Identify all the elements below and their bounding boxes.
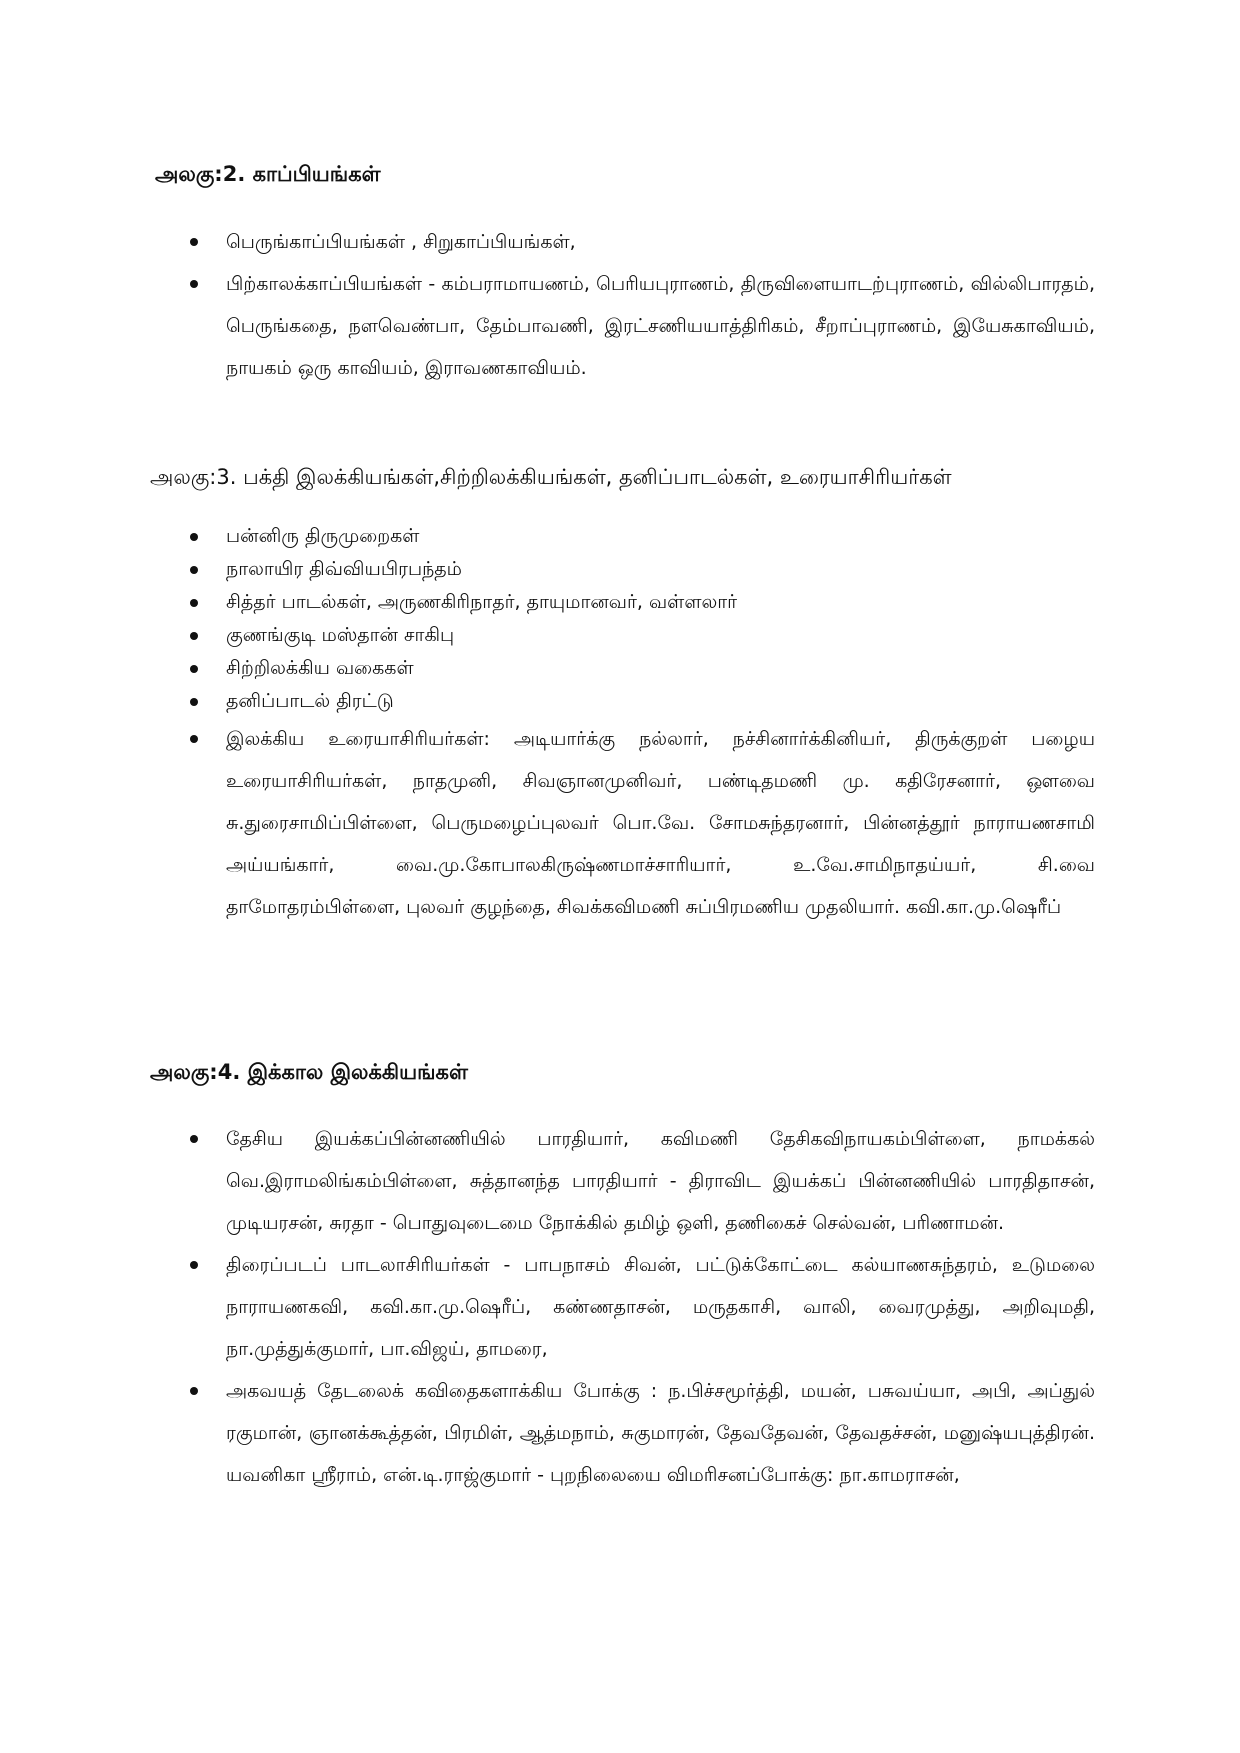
list-item: தனிப்பாடல் திரட்டு [190, 685, 1095, 718]
list-item: பன்னிரு திருமுறைகள் [190, 520, 1095, 553]
unit4-list [190, 1118, 1095, 1496]
list-item: பெருங்காப்பியங்கள் , சிறுகாப்பியங்கள், [190, 221, 1095, 263]
list-item: குணங்குடி மஸ்தான் சாகிபு [190, 619, 1095, 652]
list-item: சிற்றிலக்கிய வகைகள் [190, 652, 1095, 685]
list-item: சித்தர் பாடல்கள், அருணகிரிநாதர், தாயுமானவர், வள்ளலார் [190, 586, 1095, 619]
list-item: அகவயத் தேடலைக் கவிதைகளாக்கிய போக்கு : ந.பிச்சமூர்த்தி, மயன், பசுவய்யா, அபி, அப்துல் ரகுமான், ஞானக்கூத்தன், பிரமிள், ஆத்மநாம், சுகுமாரன், தேவதேவன், தேவதச்சன், மனுஷ்யபுத்திரன். யவனிகா ஸ்ரீராம், என்.டி.ராஜ்குமார் - புறநிலையை விமரிசனப்போக்கு: நா.காமராசன், [190, 1370, 1095, 1496]
list-item: பிற்காலக்காப்பியங்கள் - கம்பராமாயணம், பெரியபுராணம், திருவிளையாடற்புராணம், வில்லிபாரதம், பெருங்கதை, நளவெண்பா, தேம்பாவணி, இரட்சணியயாத்திரிகம், சீறாப்புராணம், இயேசுகாவியம், நாயகம் ஒரு காவியம், இராவணகாவியம். [190, 263, 1095, 389]
unit4-heading: அலகு:4. இக்கால இலக்கியங்கள் [150, 1060, 468, 1084]
list-item: இலக்கிய உரையாசிரியர்கள்: அடியார்க்கு நல்லார், நச்சினார்க்கினியர், திருக்குறள் பழைய உரையாசிரியர்கள், நாதமுனி, சிவஞானமுனிவர், பண்டிதமணி மு. கதிரேசனார், ஔவை சு.துரைசாமிப்பிள்ளை, பெருமழைப்புலவர் பொ.வே. சோமசுந்தரனார், பின்னத்தூர் நாராயணசாமி அய்யங்கார், வை.மு.கோபாலகிருஷ்ணமாச்சாரியார், உ.வே.சாமிநாதய்யர், சி.வை தாமோதரம்பிள்ளை, புலவர் குழந்தை, சிவக்கவிமணி சுப்பிரமணிய முதலியார். கவி.கா.மு.ஷெரீப் [190, 718, 1095, 928]
list-item: தேசிய இயக்கப்பின்னணியில் பாரதியார், கவிமணி தேசிகவிநாயகம்பிள்ளை, நாமக்கல் வெ.இராமலிங்கம்பிள்ளை, சுத்தானந்த பாரதியார் - திராவிட இயக்கப் பின்னணியில் பாரதிதாசன், முடியரசன், சுரதா - பொதுவுடைமை நோக்கில் தமிழ் ஒளி, தணிகைச் செல்வன், பரிணாமன். [190, 1118, 1095, 1244]
unit3-list [190, 520, 1095, 928]
unit3-heading: அலகு:3. பக்தி இலக்கியங்கள்,சிற்றிலக்கியங்கள், தனிப்பாடல்கள், உரையாசிரியர்கள் [150, 465, 952, 489]
unit2-heading: அலகு:2. காப்பியங்கள் [155, 162, 381, 186]
unit2-list [190, 221, 1095, 389]
list-item: நாலாயிர திவ்வியபிரபந்தம் [190, 553, 1095, 586]
list-item: திரைப்படப் பாடலாசிரியர்கள் - பாபநாசம் சிவன், பட்டுக்கோட்டை கல்யாணசுந்தரம், உடுமலை நாராயணகவி, கவி.கா.மு.ஷெரீப், கண்ணதாசன், மருதகாசி, வாலி, வைரமுத்து, அறிவுமதி, நா.முத்துக்குமார், பா.விஜய், தாமரை, [190, 1244, 1095, 1370]
